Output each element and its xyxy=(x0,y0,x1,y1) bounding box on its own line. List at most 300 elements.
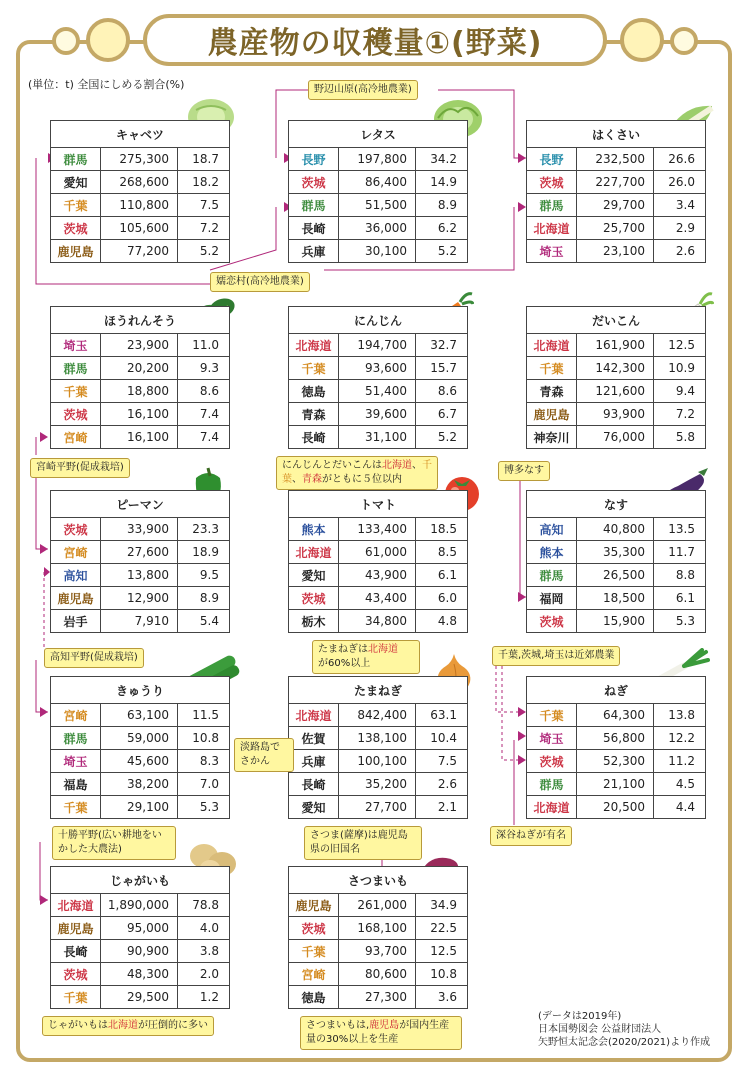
harvest-value-cell: 34,800 xyxy=(339,610,416,633)
table-row xyxy=(51,403,230,426)
harvest-value-cell: 51,500 xyxy=(339,194,416,217)
prefecture-cell: 千葉 xyxy=(289,940,339,963)
arrow-icon xyxy=(518,202,526,212)
share-percent-cell: 8.5 xyxy=(416,541,468,564)
table-row xyxy=(289,796,468,819)
table-row xyxy=(289,380,468,403)
prefecture-cell: 青森 xyxy=(289,403,339,426)
harvest-value-cell: 95,000 xyxy=(101,917,178,940)
crop-table-daikon xyxy=(526,306,706,449)
share-percent-cell: 5.4 xyxy=(178,610,230,633)
note-miyazaki: 宮崎平野(促成栽培) xyxy=(30,458,130,478)
prefecture-cell: 長野 xyxy=(289,148,339,171)
prefecture-cell: 茨城 xyxy=(527,171,577,194)
share-percent-cell: 7.4 xyxy=(178,426,230,449)
crop-table-lettuce xyxy=(288,120,468,263)
harvest-value-cell: 29,500 xyxy=(101,986,178,1009)
harvest-value-cell: 52,300 xyxy=(577,750,654,773)
prefecture-cell: 千葉 xyxy=(527,357,577,380)
share-percent-cell: 3.8 xyxy=(178,940,230,963)
table-row xyxy=(51,963,230,986)
table-row xyxy=(289,148,468,171)
table-row xyxy=(527,518,706,541)
harvest-value-cell: 56,800 xyxy=(577,727,654,750)
share-percent-cell: 63.1 xyxy=(416,704,468,727)
table-row xyxy=(289,750,468,773)
table-row xyxy=(51,750,230,773)
harvest-value-cell: 26,500 xyxy=(577,564,654,587)
crop-table-hakusai xyxy=(526,120,706,263)
harvest-value-cell: 261,000 xyxy=(339,894,416,917)
harvest-value-cell: 13,800 xyxy=(101,564,178,587)
prefecture-cell: 北海道 xyxy=(289,334,339,357)
prefecture-cell: 埼玉 xyxy=(527,727,577,750)
share-percent-cell: 7.4 xyxy=(178,403,230,426)
share-percent-cell: 10.4 xyxy=(416,727,468,750)
share-percent-cell: 12.5 xyxy=(416,940,468,963)
table-row xyxy=(527,426,706,449)
prefecture-cell: 長崎 xyxy=(289,217,339,240)
harvest-value-cell: 27,300 xyxy=(339,986,416,1009)
harvest-value-cell: 110,800 xyxy=(101,194,178,217)
share-percent-cell: 15.7 xyxy=(416,357,468,380)
prefecture-cell: 群馬 xyxy=(289,194,339,217)
arrow-icon xyxy=(40,707,48,717)
harvest-value-cell: 27,600 xyxy=(101,541,178,564)
prefecture-cell: 北海道 xyxy=(51,894,101,917)
harvest-value-cell: 90,900 xyxy=(101,940,178,963)
harvest-value-cell: 33,900 xyxy=(101,518,178,541)
share-percent-cell: 11.2 xyxy=(654,750,706,773)
harvest-value-cell: 43,400 xyxy=(339,587,416,610)
prefecture-cell: 高知 xyxy=(527,518,577,541)
harvest-value-cell: 268,600 xyxy=(101,171,178,194)
harvest-value-cell: 168,100 xyxy=(339,917,416,940)
table-row xyxy=(289,610,468,633)
connector-line xyxy=(40,842,48,900)
prefecture-cell: 千葉 xyxy=(527,704,577,727)
share-percent-cell: 6.1 xyxy=(654,587,706,610)
credit-line: 日本国勢図会 公益財団法人 xyxy=(538,1024,662,1035)
harvest-value-cell: 16,100 xyxy=(101,403,178,426)
prefecture-cell: 埼玉 xyxy=(51,334,101,357)
harvest-value-cell: 275,300 xyxy=(101,148,178,171)
note-hakata: 博多なす xyxy=(498,461,550,481)
harvest-value-cell: 29,100 xyxy=(101,796,178,819)
table-row xyxy=(289,541,468,564)
share-percent-cell: 4.4 xyxy=(654,796,706,819)
share-percent-cell: 5.2 xyxy=(416,240,468,263)
table-header: にんじん xyxy=(289,307,468,334)
table-row xyxy=(289,357,468,380)
table-row xyxy=(51,217,230,240)
connector-line xyxy=(36,478,48,549)
prefecture-cell: 茨城 xyxy=(289,917,339,940)
prefecture-cell: 長野 xyxy=(527,148,577,171)
prefecture-cell: 栃木 xyxy=(289,610,339,633)
share-percent-cell: 6.0 xyxy=(416,587,468,610)
harvest-value-cell: 15,900 xyxy=(577,610,654,633)
share-percent-cell: 18.7 xyxy=(178,148,230,171)
harvest-value-cell: 35,200 xyxy=(339,773,416,796)
unit-note: (単位：t) 全国にしめる割合(%) xyxy=(28,78,185,91)
prefecture-cell: 千葉 xyxy=(51,986,101,1009)
crop-table-onion xyxy=(288,676,468,819)
share-percent-cell: 5.8 xyxy=(654,426,706,449)
prefecture-cell: 群馬 xyxy=(51,148,101,171)
table-row xyxy=(527,773,706,796)
prefecture-cell: 茨城 xyxy=(51,518,101,541)
note-text: 、 xyxy=(412,460,422,471)
harvest-value-cell: 86,400 xyxy=(339,171,416,194)
share-percent-cell: 5.2 xyxy=(178,240,230,263)
table-row xyxy=(289,564,468,587)
share-percent-cell: 23.3 xyxy=(178,518,230,541)
share-percent-cell: 6.7 xyxy=(416,403,468,426)
share-percent-cell: 8.9 xyxy=(416,194,468,217)
harvest-value-cell: 40,800 xyxy=(577,518,654,541)
harvest-value-cell: 100,100 xyxy=(339,750,416,773)
table-row xyxy=(527,240,706,263)
share-percent-cell: 5.3 xyxy=(178,796,230,819)
crop-table-eggplant xyxy=(526,490,706,633)
share-percent-cell: 32.7 xyxy=(416,334,468,357)
share-percent-cell: 2.6 xyxy=(654,240,706,263)
prefecture-cell: 徳島 xyxy=(289,986,339,1009)
harvest-value-cell: 23,100 xyxy=(577,240,654,263)
share-percent-cell: 2.0 xyxy=(178,963,230,986)
note-text: が圧倒的に多い xyxy=(138,1020,208,1031)
table-row xyxy=(527,704,706,727)
share-percent-cell: 22.5 xyxy=(416,917,468,940)
harvest-value-cell: 105,600 xyxy=(101,217,178,240)
note-highlight: 北海道 xyxy=(108,1020,138,1031)
table-row xyxy=(51,380,230,403)
crop-table-pepper xyxy=(50,490,230,633)
arrow-icon xyxy=(518,755,526,765)
share-percent-cell: 12.2 xyxy=(654,727,706,750)
share-percent-cell: 11.7 xyxy=(654,541,706,564)
table-header: はくさい xyxy=(527,121,706,148)
table-row xyxy=(51,587,230,610)
note-tsumagoi: 嬬恋村(高冷地農業) xyxy=(210,272,310,292)
note-potato xyxy=(42,1016,214,1036)
table-row xyxy=(51,796,230,819)
share-percent-cell: 9.5 xyxy=(178,564,230,587)
share-percent-cell: 3.4 xyxy=(654,194,706,217)
prefecture-cell: 熊本 xyxy=(289,518,339,541)
prefecture-cell: 鹿児島 xyxy=(527,403,577,426)
harvest-value-cell: 93,700 xyxy=(339,940,416,963)
table-row xyxy=(289,426,468,449)
prefecture-cell: 群馬 xyxy=(51,357,101,380)
note-fukaya: 深谷ねぎが有名 xyxy=(490,826,572,846)
share-percent-cell: 9.4 xyxy=(654,380,706,403)
share-percent-cell: 6.2 xyxy=(416,217,468,240)
prefecture-cell: 青森 xyxy=(527,380,577,403)
harvest-value-cell: 161,900 xyxy=(577,334,654,357)
note-highlight: 鹿児島 xyxy=(369,1020,400,1031)
share-percent-cell: 9.3 xyxy=(178,357,230,380)
table-row xyxy=(289,240,468,263)
table-row xyxy=(51,564,230,587)
note-text: じゃがいもは xyxy=(48,1020,108,1031)
share-percent-cell: 13.8 xyxy=(654,704,706,727)
table-row xyxy=(51,334,230,357)
table-header: トマト xyxy=(289,491,468,518)
table-row xyxy=(527,380,706,403)
note-highlight: 北海道 xyxy=(382,460,412,471)
share-percent-cell: 78.8 xyxy=(178,894,230,917)
prefecture-cell: 埼玉 xyxy=(51,750,101,773)
prefecture-cell: 佐賀 xyxy=(289,727,339,750)
prefecture-cell: 群馬 xyxy=(527,773,577,796)
harvest-value-cell: 842,400 xyxy=(339,704,416,727)
share-percent-cell: 8.6 xyxy=(178,380,230,403)
table-row xyxy=(289,986,468,1009)
note-highlight: 北海道 xyxy=(368,644,398,655)
harvest-value-cell: 232,500 xyxy=(577,148,654,171)
note-text: がともに５位以内 xyxy=(322,474,402,485)
prefecture-cell: 神奈川 xyxy=(527,426,577,449)
prefecture-cell: 鹿児島 xyxy=(51,917,101,940)
table-row xyxy=(527,403,706,426)
table-row xyxy=(289,963,468,986)
share-percent-cell: 10.8 xyxy=(416,963,468,986)
note-text: にんじんとだいこんは xyxy=(282,460,382,471)
table-header: レタス xyxy=(289,121,468,148)
prefecture-cell: 茨城 xyxy=(51,403,101,426)
table-row xyxy=(289,773,468,796)
prefecture-cell: 高知 xyxy=(51,564,101,587)
harvest-value-cell: 31,100 xyxy=(339,426,416,449)
harvest-value-cell: 20,500 xyxy=(577,796,654,819)
note-highlight: 千葉 xyxy=(282,460,432,485)
prefecture-cell: 宮崎 xyxy=(51,426,101,449)
share-percent-cell: 18.5 xyxy=(416,518,468,541)
harvest-value-cell: 194,700 xyxy=(339,334,416,357)
table-row xyxy=(527,796,706,819)
prefecture-cell: 千葉 xyxy=(51,380,101,403)
harvest-value-cell: 20,200 xyxy=(101,357,178,380)
share-percent-cell: 11.0 xyxy=(178,334,230,357)
table-row xyxy=(51,171,230,194)
table-row xyxy=(527,610,706,633)
prefecture-cell: 北海道 xyxy=(527,217,577,240)
harvest-value-cell: 21,100 xyxy=(577,773,654,796)
prefecture-cell: 福島 xyxy=(51,773,101,796)
share-percent-cell: 14.9 xyxy=(416,171,468,194)
table-row xyxy=(51,357,230,380)
share-percent-cell: 5.3 xyxy=(654,610,706,633)
share-percent-cell: 26.6 xyxy=(654,148,706,171)
table-row xyxy=(289,403,468,426)
page-title: 農産物の収穫量①(野菜) xyxy=(143,14,607,66)
prefecture-cell: 茨城 xyxy=(527,750,577,773)
table-row xyxy=(51,518,230,541)
note-kochi: 高知平野(促成栽培) xyxy=(44,648,144,668)
table-row xyxy=(527,564,706,587)
prefecture-cell: 北海道 xyxy=(527,334,577,357)
table-row xyxy=(289,727,468,750)
harvest-value-cell: 27,700 xyxy=(339,796,416,819)
note-text: さつまいもは, xyxy=(306,1020,370,1031)
share-percent-cell: 4.5 xyxy=(654,773,706,796)
harvest-value-cell: 25,700 xyxy=(577,217,654,240)
prefecture-cell: 茨城 xyxy=(289,171,339,194)
harvest-value-cell: 80,600 xyxy=(339,963,416,986)
table-row xyxy=(51,917,230,940)
prefecture-cell: 宮崎 xyxy=(51,541,101,564)
note-text: 、 xyxy=(292,474,302,485)
prefecture-cell: 群馬 xyxy=(527,194,577,217)
harvest-value-cell: 7,910 xyxy=(101,610,178,633)
harvest-value-cell: 39,600 xyxy=(339,403,416,426)
harvest-value-cell: 51,400 xyxy=(339,380,416,403)
prefecture-cell: 茨城 xyxy=(51,217,101,240)
table-header: たまねぎ xyxy=(289,677,468,704)
share-percent-cell: 12.5 xyxy=(654,334,706,357)
harvest-value-cell: 48,300 xyxy=(101,963,178,986)
harvest-value-cell: 29,700 xyxy=(577,194,654,217)
prefecture-cell: 鹿児島 xyxy=(289,894,339,917)
credit xyxy=(538,1010,710,1049)
share-percent-cell: 5.2 xyxy=(416,426,468,449)
harvest-value-cell: 18,500 xyxy=(577,587,654,610)
connector-line-dashed xyxy=(496,660,526,712)
harvest-value-cell: 16,100 xyxy=(101,426,178,449)
note-highlight: 青森 xyxy=(302,474,322,485)
prefecture-cell: 愛知 xyxy=(51,171,101,194)
table-row xyxy=(527,217,706,240)
arrow-icon xyxy=(518,592,526,602)
share-percent-cell: 6.1 xyxy=(416,564,468,587)
harvest-value-cell: 64,300 xyxy=(577,704,654,727)
note-text: が60%以上 xyxy=(318,658,371,669)
harvest-value-cell: 38,200 xyxy=(101,773,178,796)
share-percent-cell: 34.9 xyxy=(416,894,468,917)
share-percent-cell: 10.8 xyxy=(178,727,230,750)
share-percent-cell: 18.9 xyxy=(178,541,230,564)
credit-line: 矢野恒太記念会(2020/2021)より作成 xyxy=(538,1037,711,1048)
prefecture-cell: 千葉 xyxy=(51,194,101,217)
crop-table-carrot xyxy=(288,306,468,449)
prefecture-cell: 宮崎 xyxy=(51,704,101,727)
prefecture-cell: 北海道 xyxy=(527,796,577,819)
prefecture-cell: 千葉 xyxy=(51,796,101,819)
share-percent-cell: 7.5 xyxy=(178,194,230,217)
harvest-value-cell: 45,600 xyxy=(101,750,178,773)
table-row xyxy=(527,194,706,217)
share-percent-cell: 26.0 xyxy=(654,171,706,194)
share-percent-cell: 2.6 xyxy=(416,773,468,796)
prefecture-cell: 長崎 xyxy=(289,773,339,796)
table-row xyxy=(527,727,706,750)
share-percent-cell: 4.8 xyxy=(416,610,468,633)
table-row xyxy=(527,171,706,194)
table-row xyxy=(289,917,468,940)
note-tokachi: 十勝平野(広い耕地をいかした大農法) xyxy=(52,826,176,860)
share-percent-cell: 4.0 xyxy=(178,917,230,940)
table-row xyxy=(51,704,230,727)
crop-table-potato xyxy=(50,866,230,1009)
crop-table-negi xyxy=(526,676,706,819)
table-row xyxy=(527,334,706,357)
harvest-value-cell: 61,000 xyxy=(339,541,416,564)
note-text: たまねぎは xyxy=(318,644,368,655)
prefecture-cell: 長崎 xyxy=(51,940,101,963)
table-row xyxy=(289,587,468,610)
prefecture-cell: 埼玉 xyxy=(527,240,577,263)
prefecture-cell: 宮崎 xyxy=(289,963,339,986)
prefecture-cell: 北海道 xyxy=(289,704,339,727)
share-percent-cell: 7.2 xyxy=(654,403,706,426)
table-header: さつまいも xyxy=(289,867,468,894)
prefecture-cell: 長崎 xyxy=(289,426,339,449)
table-row xyxy=(51,727,230,750)
table-row xyxy=(289,334,468,357)
harvest-value-cell: 18,800 xyxy=(101,380,178,403)
share-percent-cell: 8.3 xyxy=(178,750,230,773)
arrow-icon xyxy=(518,707,526,717)
table-header: ほうれんそう xyxy=(51,307,230,334)
harvest-value-cell: 93,900 xyxy=(577,403,654,426)
arrow-icon xyxy=(518,731,526,741)
credit-line: (データは2019年) xyxy=(538,1011,622,1022)
share-percent-cell: 2.9 xyxy=(654,217,706,240)
prefecture-cell: 岩手 xyxy=(51,610,101,633)
harvest-value-cell: 76,000 xyxy=(577,426,654,449)
table-row xyxy=(289,518,468,541)
note-text: が国内生産量の30%以上を生産 xyxy=(306,1020,450,1045)
note-onion xyxy=(312,640,420,674)
harvest-value-cell: 77,200 xyxy=(101,240,178,263)
table-row xyxy=(51,986,230,1009)
harvest-value-cell: 63,100 xyxy=(101,704,178,727)
table-row xyxy=(51,610,230,633)
table-header: ねぎ xyxy=(527,677,706,704)
prefecture-cell: 兵庫 xyxy=(289,240,339,263)
table-row xyxy=(51,240,230,263)
crop-table-sweetpotato xyxy=(288,866,468,1009)
arrow-icon xyxy=(40,895,48,905)
prefecture-cell: 群馬 xyxy=(51,727,101,750)
prefecture-cell: 茨城 xyxy=(527,610,577,633)
share-percent-cell: 8.8 xyxy=(654,564,706,587)
arrow-icon xyxy=(40,544,48,554)
prefecture-cell: 鹿児島 xyxy=(51,240,101,263)
table-row xyxy=(51,940,230,963)
harvest-value-cell: 93,600 xyxy=(339,357,416,380)
note-sweetpotato xyxy=(300,1016,462,1050)
crop-table-spinach xyxy=(50,306,230,449)
table-row xyxy=(289,940,468,963)
table-row xyxy=(51,426,230,449)
prefecture-cell: 群馬 xyxy=(527,564,577,587)
note-awaji: 淡路島でさかん xyxy=(234,738,294,772)
prefecture-cell: 徳島 xyxy=(289,380,339,403)
table-row xyxy=(289,171,468,194)
share-percent-cell: 1.2 xyxy=(178,986,230,1009)
harvest-value-cell: 35,300 xyxy=(577,541,654,564)
share-percent-cell: 7.5 xyxy=(416,750,468,773)
share-percent-cell: 3.6 xyxy=(416,986,468,1009)
harvest-value-cell: 36,000 xyxy=(339,217,416,240)
share-percent-cell: 7.2 xyxy=(178,217,230,240)
harvest-value-cell: 197,800 xyxy=(339,148,416,171)
table-header: だいこん xyxy=(527,307,706,334)
table-row xyxy=(289,704,468,727)
